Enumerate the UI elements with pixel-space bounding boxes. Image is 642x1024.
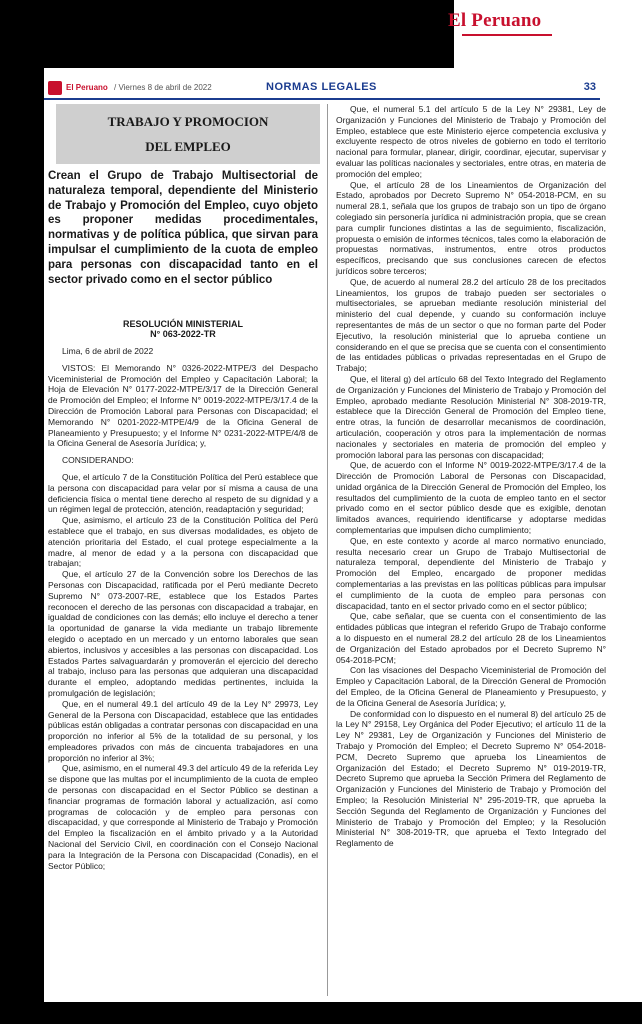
paragraph: Que, el artículo 27 de la Convención sobre los Derechos de las Personas con Discapacidad, ratificada por el Perú mediante Decreto Supremo N° 073-2007-RE, establece que los Estados Partes reconocen el derecho de las personas con discapacidad a trabajar, en igualdad de condiciones con las demás; ello incluye el derecho a tener la oportunidad de ganarse la vida mediante un trabajo libremente elegido o aceptado en un mercado y un entorno laborales que sean abiertos, inclusivos y accesibles a las personas con discapacidad. Los Estados Partes salvaguardarán y promoverán el ejercicio del derecho al trabajo, incluso para las personas que adquieran una discapacidad durante el empleo, adoptando medidas pertinentes, incluida la promulgación de legislación; xyxy=(48,569,318,698)
right-column-body xyxy=(336,104,606,849)
column-divider xyxy=(327,104,328,996)
top-black-band xyxy=(44,0,454,68)
page-number: 33 xyxy=(583,81,596,93)
left-column-body xyxy=(48,346,318,871)
paragraph: Que, cabe señalar, que se cuenta con el consentimiento de las entidades públicas que integran el referido Grupo de Trabajo conforme a lo dispuesto en el numeral 28.2 del artículo 28 de los Lineamientos de Organización del Estado aprobados por el Decreto Supremo N° 054-2018-PCM; xyxy=(336,611,606,665)
resolution-title: RESOLUCIÓN MINISTERIAL xyxy=(122,319,243,329)
paragraph: Con las visaciones del Despacho Viceministerial de Promoción del Empleo y Capacitación Laboral, de la Dirección General de Promoción del Empleo, de la Oficina General de Planeamiento y Presupuesto, y de la Oficina General de Asesoría Jurídica; y, xyxy=(336,665,606,708)
paragraph: Que, el literal g) del artículo 68 del Texto Integrado del Reglamento de Organización y Funciones del Ministerio de Trabajo y Promoción del Empleo, aprobado mediante Resolución Ministerial N° 308-2019-TR, establece que la Dirección General de Promoción del Empleo tiene, entre otras, la función de desarrollar mecanismos de coordinación, articulación, cooperación y otros para la implementación de normas nacionales y sectoriales en materia de promoción del empleo y promoción laboral para las personas con discapacidad; xyxy=(336,373,606,460)
header-section: NORMAS LEGALES xyxy=(266,81,377,93)
paragraph-vistos: VISTOS: El Memorando N° 0326-2022-MTPE/3 del Despacho Viceministerial de Promoción del Empleo y Capacitación Laboral; la Hoja de Elevación N° 0177-2022-MTPE/3/17 de la Dirección General de Promoción del Empleo; el Informe N° 0019-2022-MTPE/3/17.4 de la Dirección de Promoción Laboral para Personas con Discapacidad; el Memorando N° 0201-2022-MTPE/4/9 de la Oficina General de Planeamiento y Presupuesto; y el Informe N° 0231-2022-MTPE/4/8 de la Oficina General de Asesoría Jurídica; y, xyxy=(48,362,318,449)
paragraph: Que, de acuerdo al numeral 28.2 del artículo 28 de los precitados Lineamientos, los grupos de trabajo pueden ser sectoriales o multisectoriales, se aprueban mediante resolución ministerial del ministerio del cual depende, y cuando su conformación incluye representantes de más de un sector o que no forman parte del Poder Ejecutivo, la resolución ministerial que lo aprueba contiene un considerando en el que se precisa que se cuenta con el consentimiento de las entidades públicas o privadas representadas en el Grupo de Trabajo; xyxy=(336,276,606,374)
paragraph: Que, el artículo 28 de los Lineamientos de Organización del Estado, aprobados por Decreto Supremo N° 054-2018-PCM, en su numeral 28.1, señala que los grupos de trabajo son un tipo de órgano colegiado sin personería jurídica ni administración propia, que se crean para cumplir funciones distintas a las de seguimiento, fiscalización, propuesta o emisión de informes técnicos, tales como la elaboración de propuestas normativas, instrumentos, entre otros productos específicos, precisando que sus conclusiones carecen de efectos jurídicos sobre terceros; xyxy=(336,179,606,276)
resolution-summary: Crean el Grupo de Trabajo Multisectorial de naturaleza temporal, dependiente del Ministerio de Trabajo y Promoción del Empleo, cuyo objeto es proponer medidas procedimentales, normativas y de política pública, que sirvan para impulsar el cumplimiento de la cuota de empleo para personas con discapacidad tanto en el sector privado como en el sector público xyxy=(48,170,318,286)
paragraph: Que, asimismo, en el numeral 49.3 del artículo 49 de la referida Ley se dispone que las multas por el incumplimiento de la cuota de empleo de personas con discapacidad en el Sector Público se destinan a financiar programas de formación laboral y actualización, así como programas de colocación y de empleo para personas con discapacidad, y que corresponde al Ministerio de Trabajo y Promoción del Empleo la fiscalización en el ámbito privado y a la Autoridad Nacional del Servicio Civil, en coordinación con el Consejo Nacional para la Integración de la Persona con Discapacidad (Conadis), en el Sector Público; xyxy=(48,763,318,871)
header-rule xyxy=(44,98,600,100)
page-header xyxy=(44,79,600,99)
paragraph: De conformidad con lo dispuesto en el numeral 8) del artículo 25 de la Ley N° 29158, Ley Orgánica del Poder Ejecutivo; el artículo 11 de la Ley N° 29381, Ley de Organización y Funciones del Ministerio de Trabajo y Promoción del Empleo; el Decreto Supremo N° 054-2018-PCM, Decreto Supremo que aprueba los Lineamientos de Organización del Estado; el Decreto Supremo N° 019-2019-TR, Decreto Supremo que aprueba la Sección Primera del Reglamento de Organización y Funciones del Ministerio de Trabajo y Promoción del Empleo; la Resolución Ministerial N° 295-2019-TR, que aprueba la Sección Segunda del Reglamento de Organización y Funciones del Ministerio de Trabajo y Promoción del Empleo; y la Resolución Ministerial N° 308-2019-TR, que aprueba el Texto Integrado del Reglamento de xyxy=(336,708,606,849)
paragraph: Que, el artículo 7 de la Constitución Política del Perú establece que la persona con discapacidad para velar por sí misma a causa de una deficiencia física o mental tiene derecho al respeto de su dignidad y a un régimen legal de protección, atención, readaptación y seguridad; xyxy=(48,471,318,515)
logo-underline xyxy=(462,34,552,36)
paragraph: Que, de acuerdo con el Informe N° 0019-2022-MTPE/3/17.4 de la Dirección de Promoción Laboral de Personas con Discapacidad, unidad orgánica de la Dirección General de Promoción del Empleo, los resultados del cumplimiento de la cuota de empleo tanto en el sector privado como en el sector público desde que es exigible, denotan limitados avances, requiriendo identificarse y adoptarse medidas complementarias que impulsen dicho cumplimiento; xyxy=(336,460,606,536)
sector-heading-line2: DEL EMPLEO xyxy=(145,139,231,154)
left-margin-band xyxy=(0,0,44,1024)
bottom-black-band xyxy=(0,1002,642,1024)
header-date: / Viernes 8 de abril de 2022 xyxy=(114,83,212,92)
paragraph-considerando-heading: CONSIDERANDO: xyxy=(62,455,134,466)
sector-heading-line1: TRABAJO Y PROMOCION xyxy=(107,114,269,129)
el-peruano-logo: El Peruano xyxy=(448,10,542,31)
paragraph: Que, en el numeral 49.1 del artículo 49 de la Ley N° 29973, Ley General de la Persona con Discapacidad, establece que las entidades públicas están obligadas a contratar personas con discapacidad en una proporción no inferior al 5% de la totalidad de su personal, y los empleadores privados con más de cincuenta trabajadores en una proporción no inferior al 3%; xyxy=(48,698,318,763)
shield-icon xyxy=(48,81,62,95)
sector-heading-box xyxy=(56,104,320,164)
paragraph: Que, el numeral 5.1 del artículo 5 de la Ley N° 29381, Ley de Organización y Funciones del Ministerio de Trabajo y Promoción del Empleo, establece que este Ministerio ejerce competencia exclusiva y excluyente respecto de otros niveles de gobierno en todo el territorio nacional para formular, planear, dirigir, coordinar, ejecutar, supervisar y evaluar las políticas nacionales y sectoriales, entre otras, en materia de promoción del empleo; xyxy=(336,104,606,179)
paragraph-date: Lima, 6 de abril de 2022 xyxy=(62,346,154,356)
paragraph: Que, en este contexto y acorde al marco normativo enunciado, resulta necesario crear un Grupo de Trabajo Multisectorial de naturaleza temporal, dependiente del Ministerio de Trabajo y Promoción del Empleo, encargado de proponer medidas complementarias a las previstas en las políticas públicas para impulsar el cumplimiento de la cuota de empleo para personas con discapacidad, tanto en el sector privado como en el sector público; xyxy=(336,535,606,611)
resolution-number: N° 063-2022-TR xyxy=(150,329,216,339)
header-brand: El Peruano xyxy=(66,83,108,92)
paragraph: Que, asimismo, el artículo 23 de la Constitución Política del Perú establece que el trabajo, en sus diversas modalidades, es objeto de atención prioritaria del Estado, el cual protege especialmente a la madre, al menor de edad y a la persona con discapacidad que trabajan; xyxy=(48,515,318,569)
